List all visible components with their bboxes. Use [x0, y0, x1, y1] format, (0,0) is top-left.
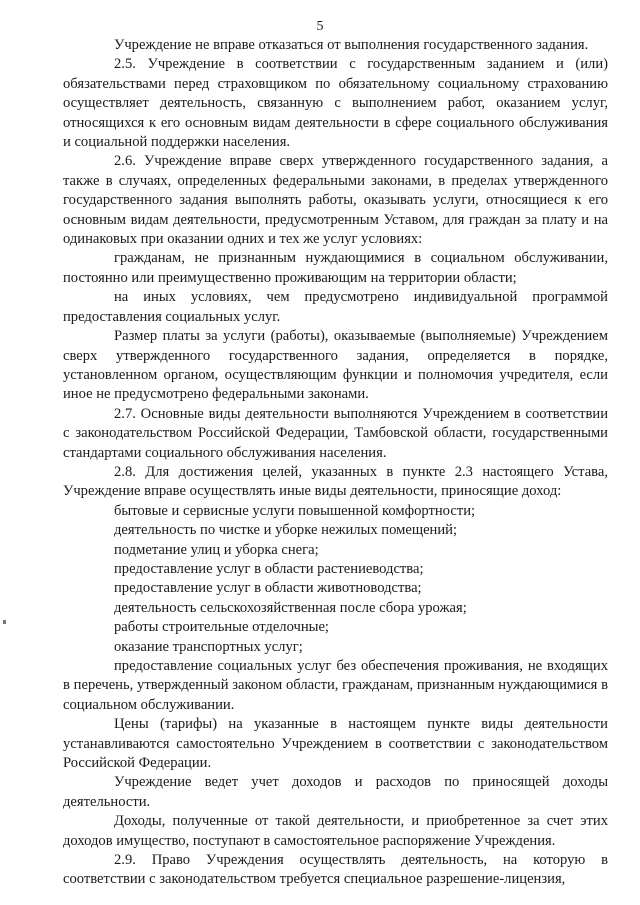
list-item: предоставление услуг в области растениеводства; — [114, 560, 424, 577]
paragraph-social-services: предоставление социальных услуг без обеспечения проживания, не входящих в перечень, утвержденный законом области, гражданам, признанным нуждающимися в социальном обслуживании. — [63, 658, 608, 713]
page-number: 5 — [316, 19, 324, 34]
paragraph-accounting: Учреждение ведет учет доходов и расходов по приносящей доходы деятельности. — [63, 774, 608, 810]
list-item: бытовые и сервисные услуги повышенной комфортности; — [114, 502, 476, 519]
document-body — [63, 36, 608, 890]
list-item: деятельность по чистке и уборке нежилых помещений; — [114, 522, 458, 539]
list-item: оказание транспортных услуг; — [114, 638, 303, 655]
scan-margin-mark — [3, 620, 6, 624]
list-item: работы строительные отделочные; — [114, 619, 329, 636]
list-item: предоставление услуг в области животноводства; — [114, 580, 422, 597]
paragraph-task-refusal: Учреждение не вправе отказаться от выполнения государственного задания. — [114, 37, 589, 53]
paragraph-2-8: 2.8. Для достижения целей, указанных в пункте 2.3 настоящего Устава, Учреждение вправе осуществлять иные виды деятельности, приносящие доход: — [63, 463, 608, 500]
paragraph-income: Доходы, полученные от такой деятельности, и приобретенное за счет этих доходов имущество, поступают в самостоятельное распоряжение Учреждения. — [63, 813, 608, 849]
paragraph-2-9: 2.9. Право Учреждения осуществлять деятельность, на которую в соответствии с законодательством требуется специальное разрешение-лицензия, — [63, 852, 608, 888]
paragraph-citizens-not-needy: гражданам, не признанным нуждающимися в социальном обслуживании, постоянно или преимущественно проживающим на территории области; — [63, 250, 608, 286]
paragraph-fee-amount: Размер платы за услуги (работы), оказываемые (выполняемые) Учреждением сверх утвержденного государственного задания, определяется в порядке, установленном органом, осуществляющим функции и полномочия учредителя, если иное не предусмотрено федеральными законами. — [63, 328, 608, 403]
paragraph-other-conditions: на иных условиях, чем предусмотрено индивидуальной программой предоставления социальных услуг. — [63, 289, 608, 325]
paragraph-2-6: 2.6. Учреждение вправе сверх утвержденного государственного задания, а также в случаях, определенных федеральными законами, в пределах утвержденного государственного задания выполнять работы, оказывать услуги, относящиеся к его основным видам деятельности, предусмотренным Уставом, для граждан за плату и на одинаковых при оказании одних и тех же услуг условиях: — [63, 153, 608, 248]
list-item: подметание улиц и уборка снега; — [114, 541, 319, 558]
list-item: деятельность сельскохозяйственная после сбора урожая; — [114, 599, 467, 616]
paragraph-2-7: 2.7. Основные виды деятельности выполняются Учреждением в соответствии с законодательством Российской Федерации, Тамбовской области, государственными стандартами социального обслуживания населения. — [63, 405, 608, 461]
paragraph-prices: Цены (тарифы) на указанные в настоящем пункте виды деятельности устанавливаются самостоятельно Учреждением в соответствии с законодательством Российской Федерации. — [63, 716, 608, 772]
paragraph-2-5: 2.5. Учреждение в соответствии с государственным заданием и (или) обязательствами перед страховщиком по обязательному социальному страхованию осуществляет деятельность, связанную с выполнением работ, оказанием услуг, относящихся к его основным видам деятельности в сфере социального обслуживания и социальной поддержки населения. — [63, 56, 608, 151]
